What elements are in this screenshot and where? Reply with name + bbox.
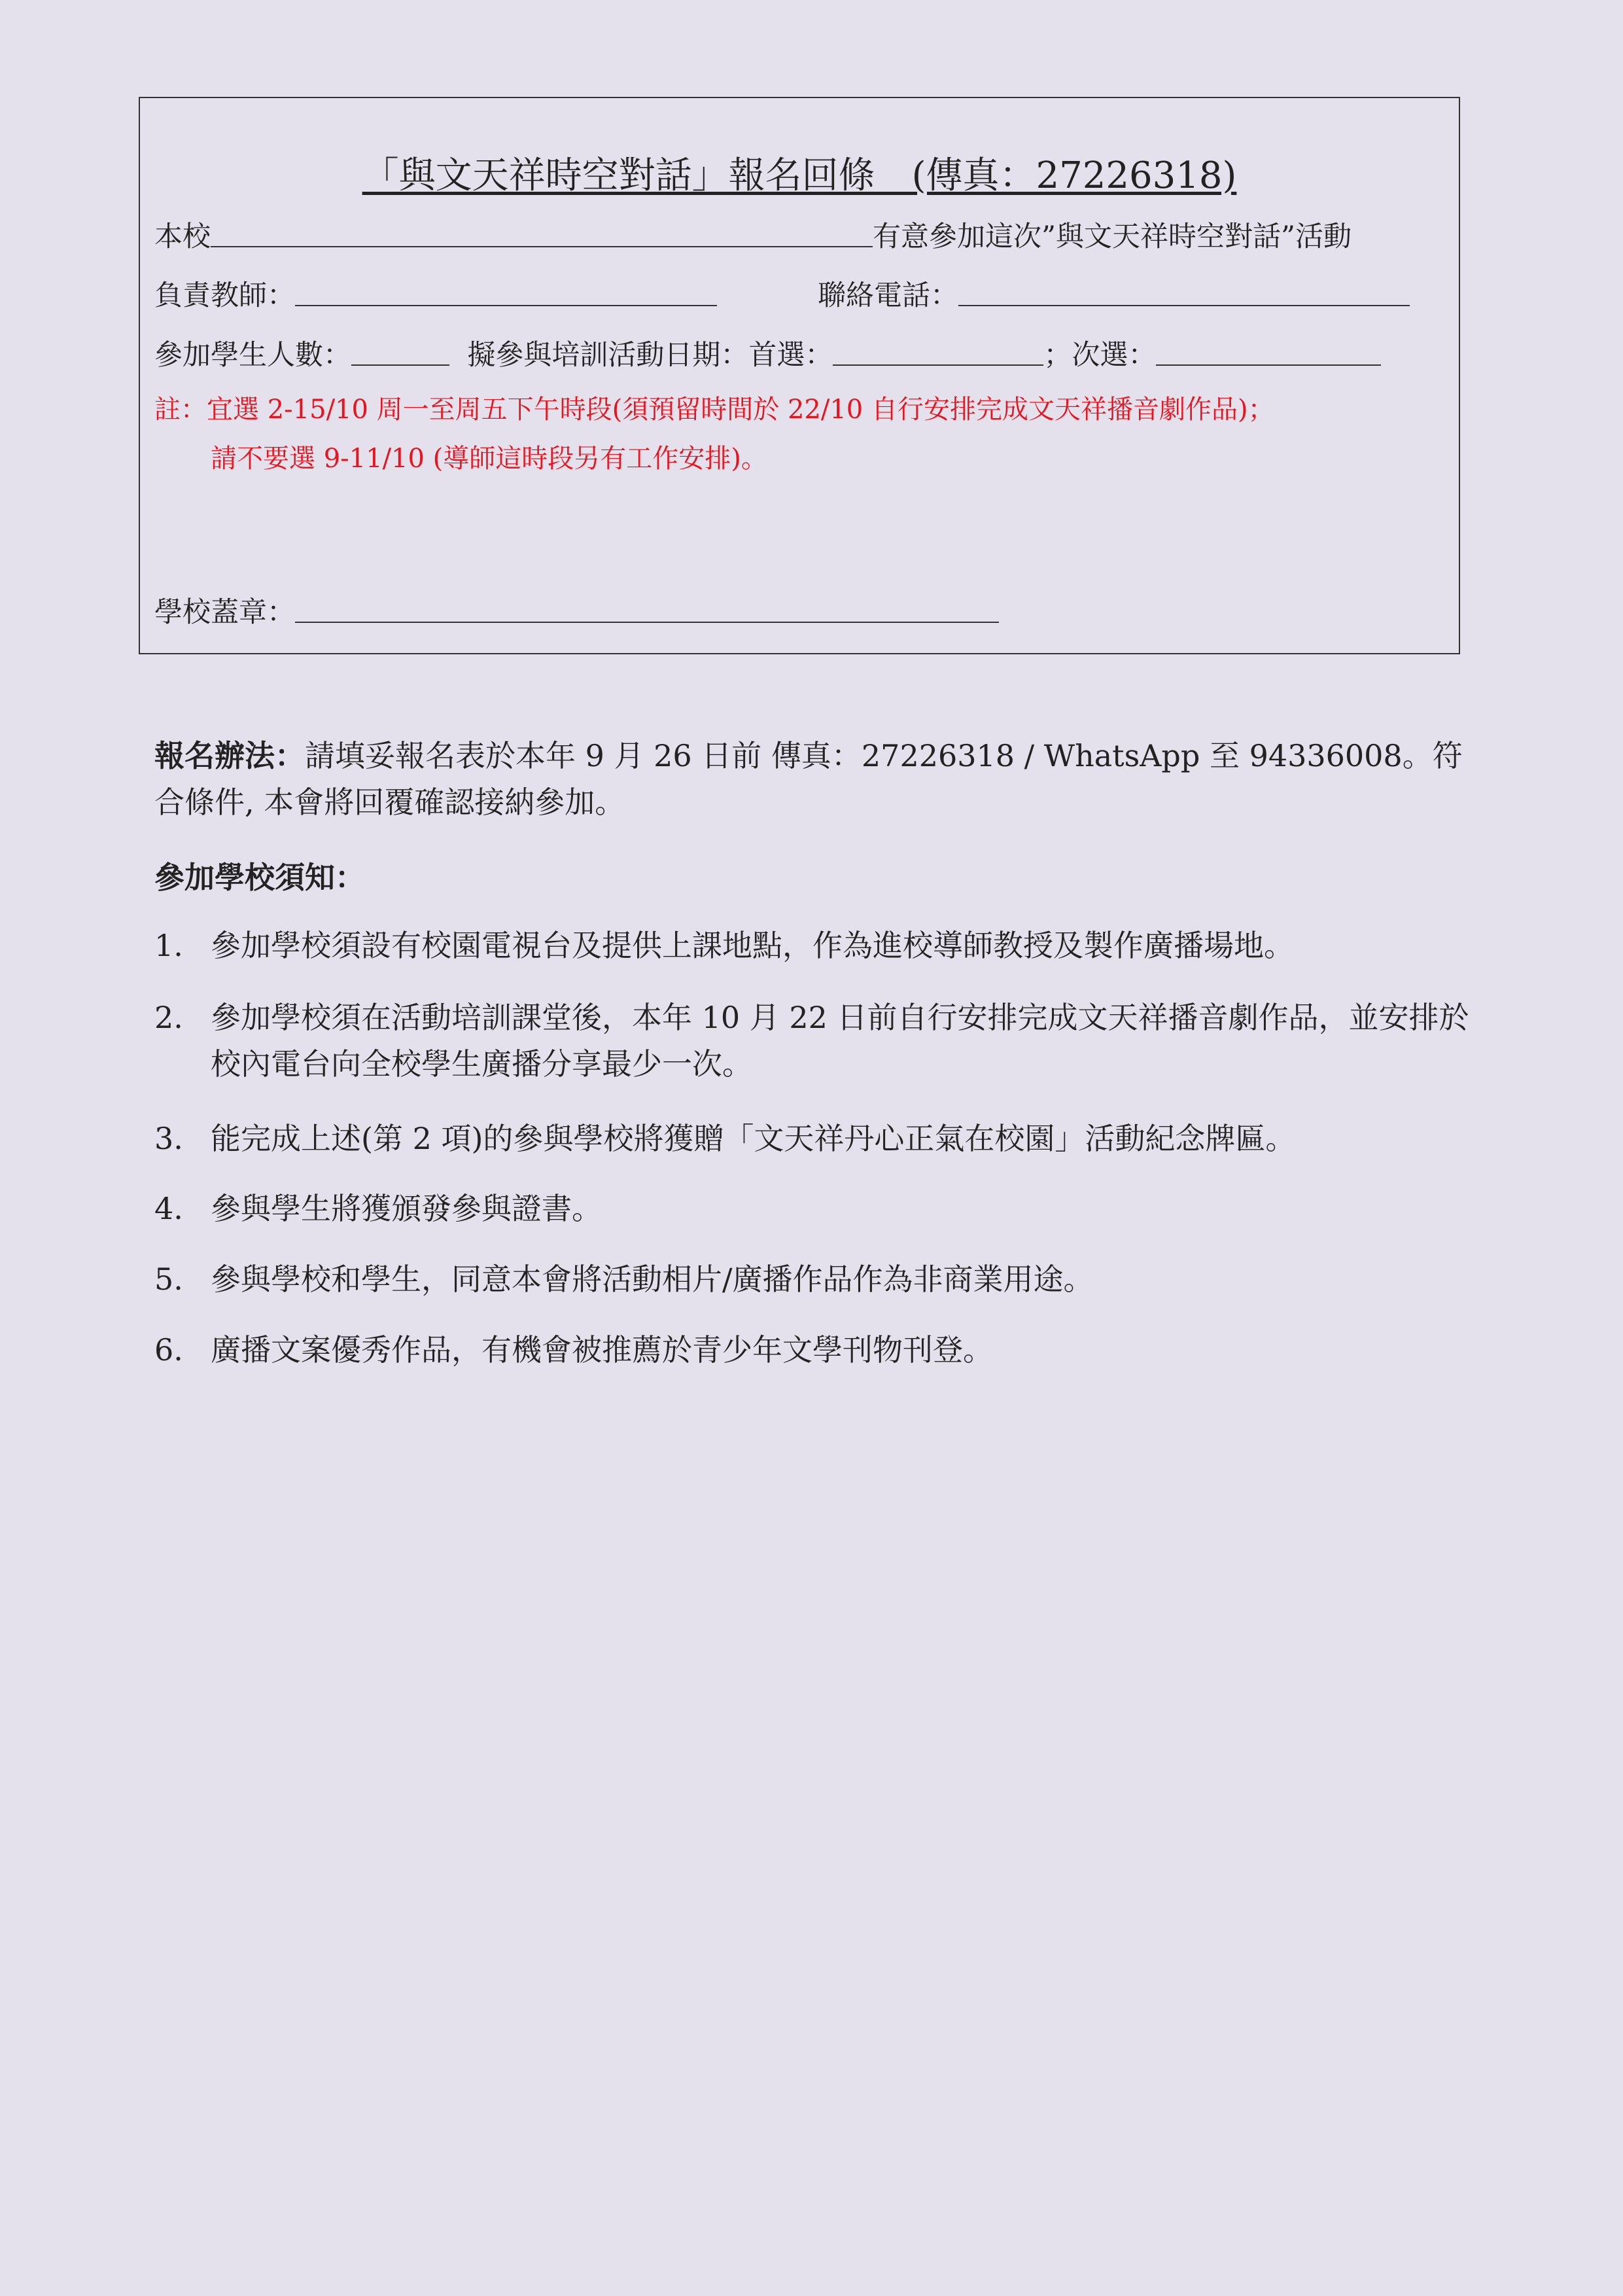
school-suffix: 有意參加這次”與文天祥時空對話”活動 [873,221,1352,253]
list-item [154,923,1469,969]
stamp-label: 學校蓋章： [154,596,295,629]
first-choice-label: 擬參與培訓活動日期：首選： [467,339,833,372]
list-item-text: 參與學校和學生，同意本會將活動相片/廣播作品作為非商業用途。 [211,1262,1094,1297]
list-item-number: 1. [154,928,183,963]
list-item-text: 能完成上述(第 2 項)的參與學校將獲贈「文天祥丹心正氣在校園」活動紀念牌匾。 [211,1121,1296,1156]
list-item-text: 參與學生將獲頒發參與證書。 [211,1191,602,1226]
teacher-row [154,279,717,313]
list-item [154,995,1469,1088]
list-item [154,1327,1469,1373]
note-line-1: 註：宜選 2-15/10 周一至周五下午時段(須預留時間於 22/10 自行安排完成文天祥播音劇作品)； [154,395,1274,425]
note-line-2: 請不要選 9-11/10 (導師這時段另有工作安排)。 [211,444,767,474]
list-item-number: 2. [154,1000,183,1035]
list-item [154,1186,1469,1232]
list-item-text: 廣播文案優秀作品，有機會被推薦於青少年文學刊物刊登。 [211,1332,993,1368]
phone-label: 聯絡電話： [818,279,958,312]
school-row [154,220,1352,255]
form-title-text: 「與文天祥時空對話」報名回條 (傳真：27226318) [362,154,1237,197]
students-date-row [154,338,1381,373]
students-label: 參加學生人數： [154,339,351,372]
list-item [154,1116,1469,1162]
list-item [154,1256,1469,1303]
form-title [140,154,1459,198]
stamp-blank[interactable] [295,595,999,623]
school-prefix: 本校 [154,221,211,253]
list-item-number: 3. [154,1121,183,1156]
stamp-row [154,595,999,630]
reply-slip-form [139,97,1460,654]
list-item-text: 參加學校須在活動培訓課堂後，本年 10 月 22 日前自行安排完成文天祥播音劇作品，並安排於校內電台向全校學生廣播分享最少一次。 [211,1000,1469,1082]
teacher-blank[interactable] [295,279,717,306]
registration-paragraph [154,733,1469,826]
list-item-text: 參加學校須設有校園電視台及提供上課地點，作為進校導師教授及製作廣播場地。 [211,928,1294,963]
registration-label: 報名辦法： [154,738,305,773]
list-item-number: 6. [154,1332,183,1368]
teacher-label: 負責教師： [154,279,295,312]
registration-text: 請填妥報名表於本年 9 月 26 日前 傳真：27226318 / WhatsApp 至 94336008。符合條件, 本會將回覆確認接納參加。 [154,738,1463,821]
list-item-number: 5. [154,1262,183,1297]
second-choice-blank[interactable] [1156,338,1381,366]
students-count-blank[interactable] [351,338,449,366]
phone-blank[interactable] [958,279,1410,306]
second-choice-label: ；次選： [1043,339,1157,372]
notice-heading: 參加學校須知： [154,860,365,895]
list-item-number: 4. [154,1191,183,1226]
first-choice-blank[interactable] [833,338,1043,366]
school-name-blank[interactable] [211,220,873,247]
phone-row [818,279,1410,313]
